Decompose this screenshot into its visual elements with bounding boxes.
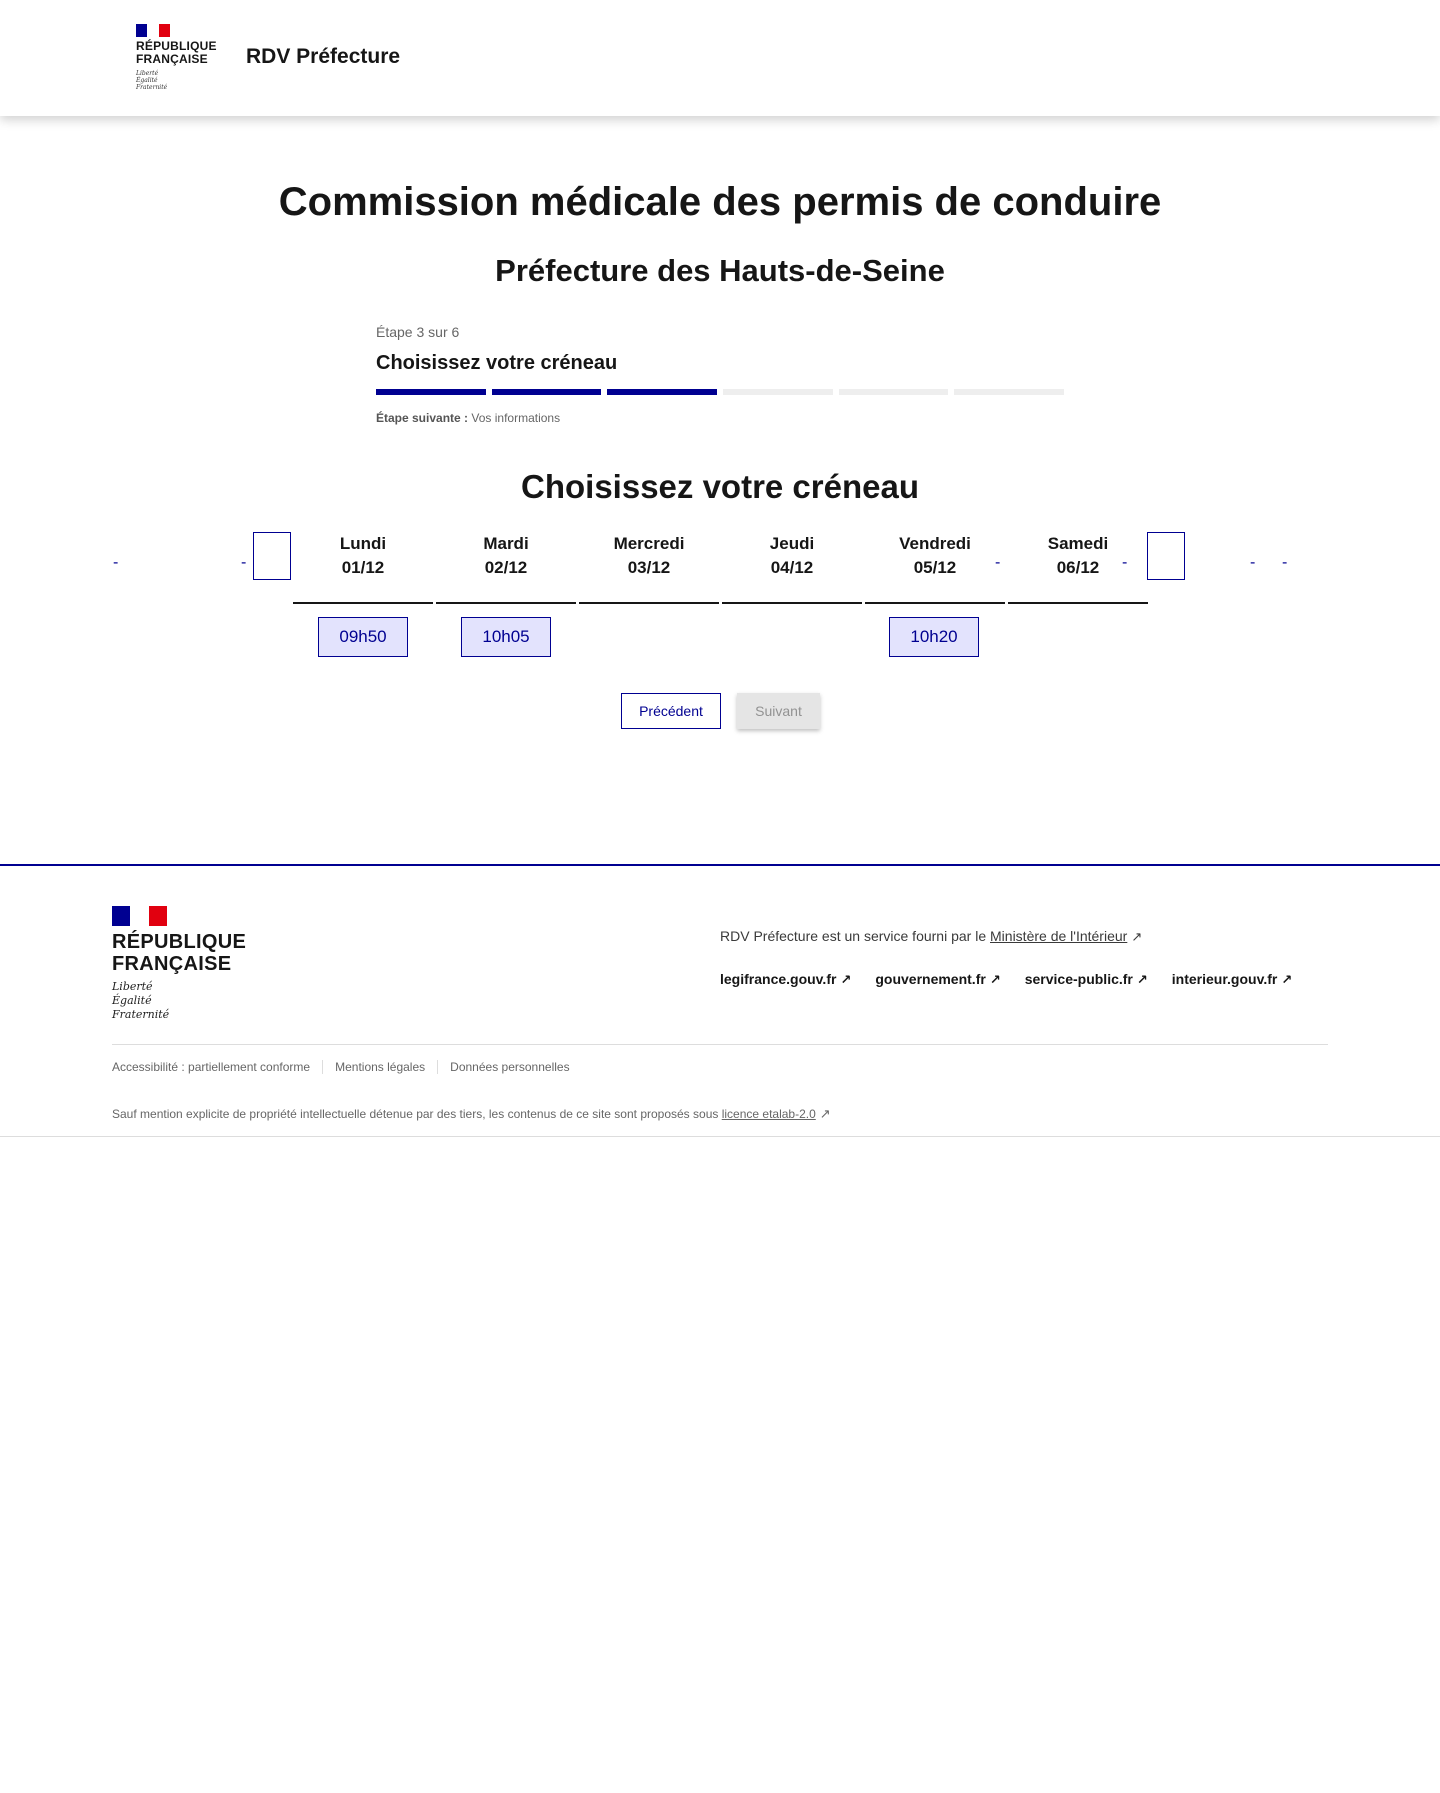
legal-notice-link[interactable]: Mentions légales [322, 1060, 437, 1074]
slot-button[interactable]: 09h50 [318, 617, 408, 657]
footer-description [720, 928, 1142, 945]
footer-republique-francaise-logo[interactable] [112, 906, 252, 1022]
license-link[interactable]: licence etalab-2.0 ↗ [721, 1106, 831, 1121]
calendar-dash: - [995, 554, 1001, 571]
previous-button[interactable]: Précédent [621, 693, 721, 729]
marianne-flag-icon [136, 24, 170, 37]
calendar-previous-week-button[interactable] [253, 532, 291, 580]
footer-divider [112, 1044, 1328, 1045]
day-name: Lundi [339, 534, 387, 553]
stepper-next-step [376, 411, 1064, 425]
stepper-step-5 [839, 389, 949, 395]
stepper-current-title: Choisissez votre créneau [376, 352, 618, 374]
external-link-icon: ↗ [1131, 929, 1143, 944]
site-header [0, 0, 1440, 116]
calendar-dash: - [1282, 554, 1288, 571]
next-button-disabled: Suivant [737, 693, 820, 729]
page-title: Commission médicale des permis de conduire [278, 180, 1162, 224]
stepper-step-4 [723, 389, 833, 395]
ministere-link[interactable]: Ministère de l'Intérieur ↗ [990, 928, 1143, 944]
stepper-progress [376, 389, 1064, 395]
marianne-flag-icon [112, 906, 167, 926]
day-column-mercredi [579, 532, 719, 604]
accessibility-link[interactable]: Accessibilité : partiellement conforme [112, 1060, 311, 1074]
day-name: Jeudi [769, 534, 815, 553]
stepper [376, 324, 1064, 425]
footer-description-text: RDV Préfecture est un service fourni par le [720, 928, 987, 944]
page-subtitle: Préfecture des Hauts-de-Seine [495, 253, 945, 288]
personal-data-link[interactable]: Données personnelles [437, 1060, 581, 1074]
day-name: Samedi [1047, 534, 1109, 553]
logo-motto: Liberté Égalité Fraternité [136, 70, 168, 91]
day-column-mardi [436, 532, 576, 604]
footer-license [112, 1106, 831, 1122]
day-column-vendredi [865, 532, 1005, 604]
day-name: Mercredi [613, 534, 685, 553]
day-name: Mardi [483, 534, 529, 553]
footer-partner-links [720, 971, 1292, 988]
day-date: 02/12 [484, 558, 528, 577]
day-name: Vendredi [899, 534, 971, 553]
calendar-dash: - [1250, 554, 1256, 571]
day-date: 03/12 [627, 558, 671, 577]
external-link-icon: ↗ [1136, 972, 1148, 987]
calendar-dash: - [113, 554, 119, 571]
stepper-step-2 [492, 389, 602, 395]
stepper-state: Étape 3 sur 6 [376, 324, 460, 340]
republique-francaise-logo[interactable] [136, 24, 216, 91]
stepper-step-6 [954, 389, 1064, 395]
service-title[interactable]: RDV Préfecture [246, 45, 401, 68]
slot-button[interactable]: 10h20 [889, 617, 979, 657]
footer-bottom-links [112, 1060, 582, 1074]
service-public-link[interactable]: service-public.fr ↗ [1024, 971, 1148, 987]
external-link-icon: ↗ [840, 972, 852, 987]
day-date: 04/12 [770, 558, 814, 577]
external-link-icon: ↗ [989, 972, 1001, 987]
day-date: 01/12 [341, 558, 385, 577]
calendar-dash: - [241, 554, 247, 571]
day-date: 05/12 [913, 558, 957, 577]
footer-logo-text: RÉPUBLIQUE FRANÇAISE [112, 931, 247, 975]
day-column-jeudi [722, 532, 862, 604]
external-link-icon: ↗ [1281, 972, 1293, 987]
slot-button[interactable]: 10h05 [461, 617, 551, 657]
section-title: Choisissez votre créneau [521, 468, 919, 505]
day-date: 06/12 [1056, 558, 1100, 577]
stepper-next-label: Étape suivante : [376, 411, 469, 425]
stepper-step-1 [376, 389, 486, 395]
interieur-link[interactable]: interieur.gouv.fr ↗ [1171, 971, 1293, 987]
gouvernement-link[interactable]: gouvernement.fr ↗ [875, 971, 1001, 987]
calendar-next-week-button[interactable] [1147, 532, 1185, 580]
site-footer [0, 864, 1440, 1137]
calendar-dash: - [1122, 554, 1128, 571]
stepper-step-3 [607, 389, 717, 395]
external-link-icon: ↗ [819, 1106, 831, 1121]
stepper-next-value: Vos informations [471, 411, 561, 425]
day-column-lundi [293, 532, 433, 604]
legifrance-link[interactable]: legifrance.gouv.fr ↗ [720, 971, 852, 987]
logo-text: RÉPUBLIQUE FRANÇAISE [136, 39, 217, 66]
footer-logo-motto: Liberté Égalité Fraternité [112, 980, 170, 1021]
license-text: Sauf mention explicite de propriété intellectuelle détenue par des tiers, les contenus de ce site sont proposés sous [112, 1107, 719, 1121]
